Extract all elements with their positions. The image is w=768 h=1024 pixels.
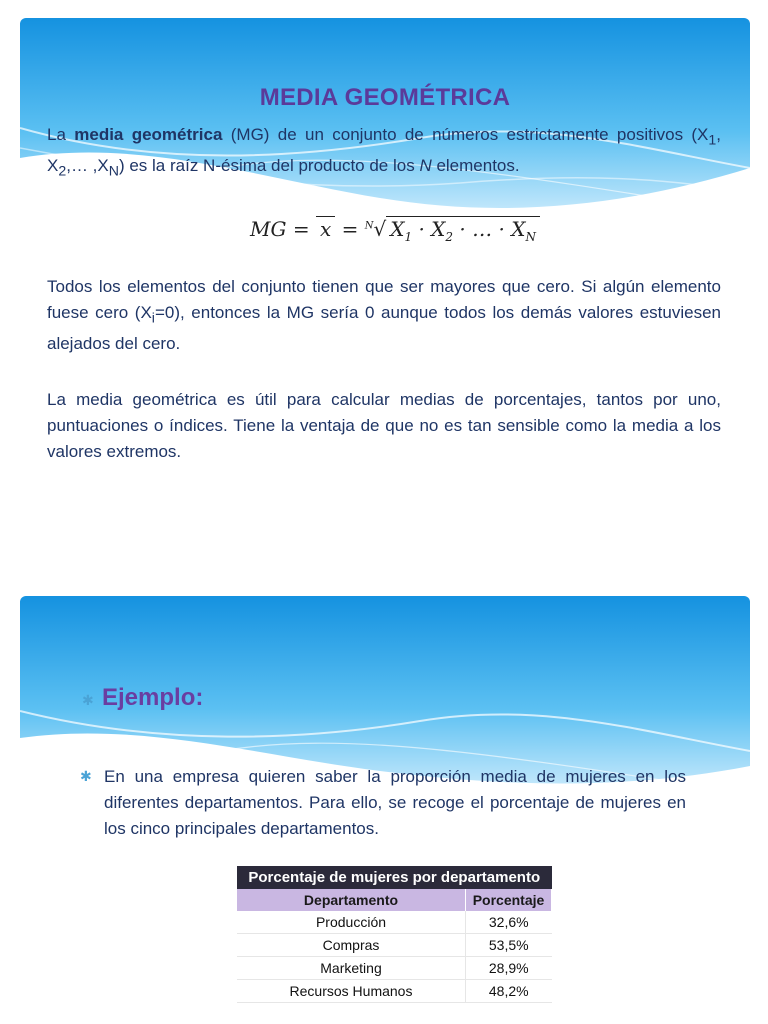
bullet-icon: ✱ xyxy=(80,768,92,784)
table-row xyxy=(237,911,552,934)
cell-department: Marketing xyxy=(237,957,466,980)
slide-title: MEDIA GEOMÉTRICA xyxy=(259,84,511,111)
text-run: , X xyxy=(47,125,722,176)
subscript: i xyxy=(151,310,155,327)
column-header-percentage: Porcentaje xyxy=(466,889,552,911)
table-caption: Porcentaje de mujeres por departamento xyxy=(237,866,552,889)
formula-xbar: x xyxy=(316,216,335,241)
subscript: N xyxy=(108,163,119,180)
condition-paragraph xyxy=(47,274,721,357)
cell-percentage: 53,5% xyxy=(466,934,552,957)
text-run: Todos los elementos del conjunto tienen que ser mayores que cero. Si algún elemento fuese cero (X xyxy=(47,277,721,322)
table-row xyxy=(237,980,552,1003)
definition-paragraph xyxy=(47,122,721,185)
term-bold: media geométrica xyxy=(74,125,223,144)
usage-paragraph: La media geométrica es útil para calcular medias de porcentajes, tantos por uno, puntuaciones o índices. Tiene la ventaja de que no es tan sensible como la media a los valores extremos. xyxy=(47,390,721,461)
root-index: N xyxy=(364,220,374,232)
example-heading: Ejemplo: xyxy=(102,684,204,711)
radicand xyxy=(386,216,540,244)
text-run: La xyxy=(47,125,75,144)
formula-sub: 1 xyxy=(404,230,413,244)
subscript: 1 xyxy=(708,132,717,149)
radical-sign: √ xyxy=(373,217,387,241)
formula-equals: = xyxy=(335,217,365,241)
column-header-department: Departamento xyxy=(237,889,466,911)
formula-sub: N xyxy=(525,230,536,244)
bullet-icon: ✱ xyxy=(82,692,94,708)
cell-department: Compras xyxy=(237,934,466,957)
text-run: ) es la raíz N-ésima del producto de los xyxy=(118,156,420,176)
text-run: (MG) de un conjunto de números estrictamente positivos (X xyxy=(222,125,709,144)
formula-term: · X xyxy=(412,217,446,241)
example-text: En una empresa quieren saber la proporción media de mujeres en los diferentes departamentos. Para ello, se recoge el porcentaje de mujeres en los cinco principales departamentos. xyxy=(104,767,686,838)
percentage-table xyxy=(237,866,552,1003)
slide-header-background xyxy=(20,18,750,218)
slide-ejemplo xyxy=(20,596,750,1024)
cell-percentage: 48,2% xyxy=(466,980,552,1003)
text-run: =0), entonces la MG sería 0 aunque todos los demás valores estuviesen alejados del cero. xyxy=(47,303,721,354)
formula-lhs: MG = xyxy=(250,217,316,241)
formula-sub: 2 xyxy=(445,230,454,244)
cell-percentage: 32,6% xyxy=(466,911,552,934)
geometric-mean-formula xyxy=(250,216,540,244)
text-run: ,… ,X xyxy=(66,156,109,176)
cell-department: Producción xyxy=(237,911,466,934)
formula-term: · … · X xyxy=(453,217,526,241)
slide-media-geometrica xyxy=(20,18,750,538)
table-row xyxy=(237,957,552,980)
text-run: elementos. xyxy=(431,156,520,176)
subscript: 2 xyxy=(58,163,67,180)
formula-term: X xyxy=(390,217,405,241)
cell-percentage: 28,9% xyxy=(466,957,552,980)
cell-department: Recursos Humanos xyxy=(237,980,466,1003)
italic-n: N xyxy=(419,156,432,176)
table-row xyxy=(237,934,552,957)
